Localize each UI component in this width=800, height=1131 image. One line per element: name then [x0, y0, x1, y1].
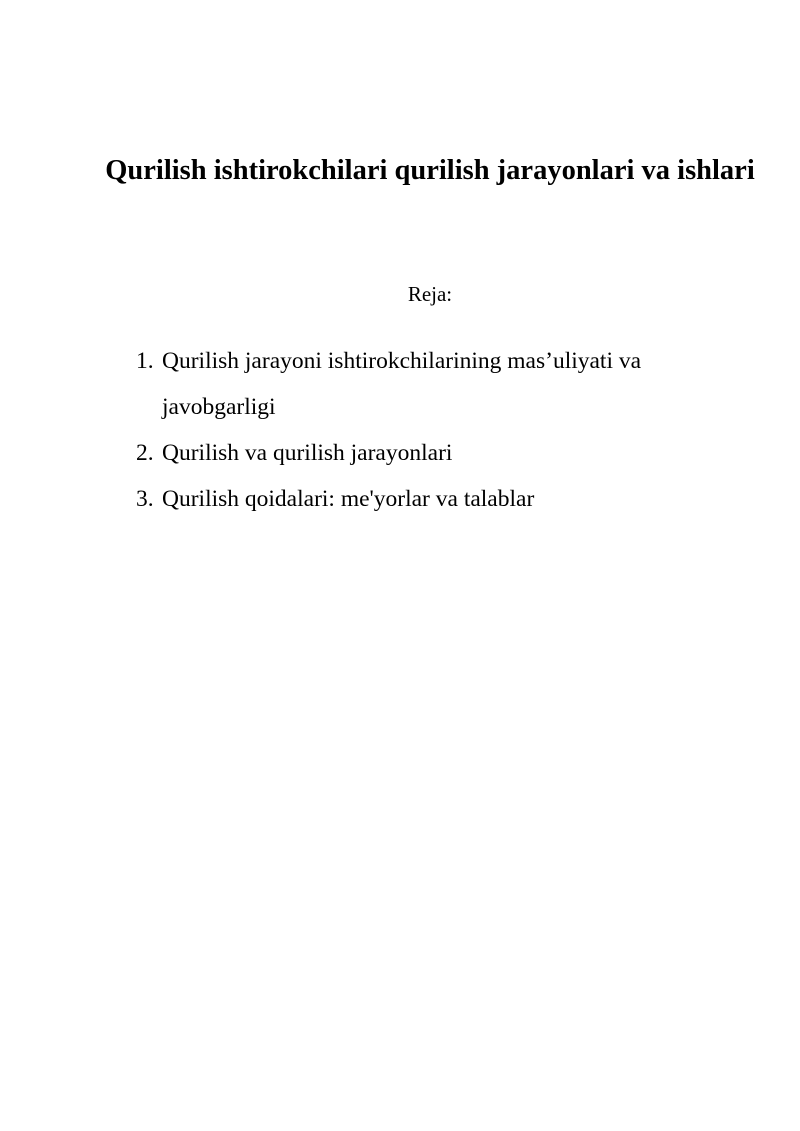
plan-item-text: Qurilish va qurilish jarayonlari [162, 440, 453, 466]
plan-item-3 [136, 476, 736, 522]
document-title: Qurilish ishtirokchilari qurilish jarayonlari va ishlari [105, 155, 755, 186]
plan-list [136, 338, 736, 522]
plan-item-number: 1. [136, 348, 154, 374]
plan-item-number: 2. [136, 440, 154, 466]
plan-item-text: Qurilish qoidalari: me'yorlar va talablar [162, 486, 535, 512]
plan-item-number: 3. [136, 486, 154, 512]
plan-item-text: Qurilish jarayoni ishtirokchilarining mas’uliyati va javobgarligi [162, 348, 642, 420]
plan-heading: Reja: [407, 282, 453, 306]
plan-item-1 [136, 338, 736, 430]
plan-item-2 [136, 430, 736, 476]
